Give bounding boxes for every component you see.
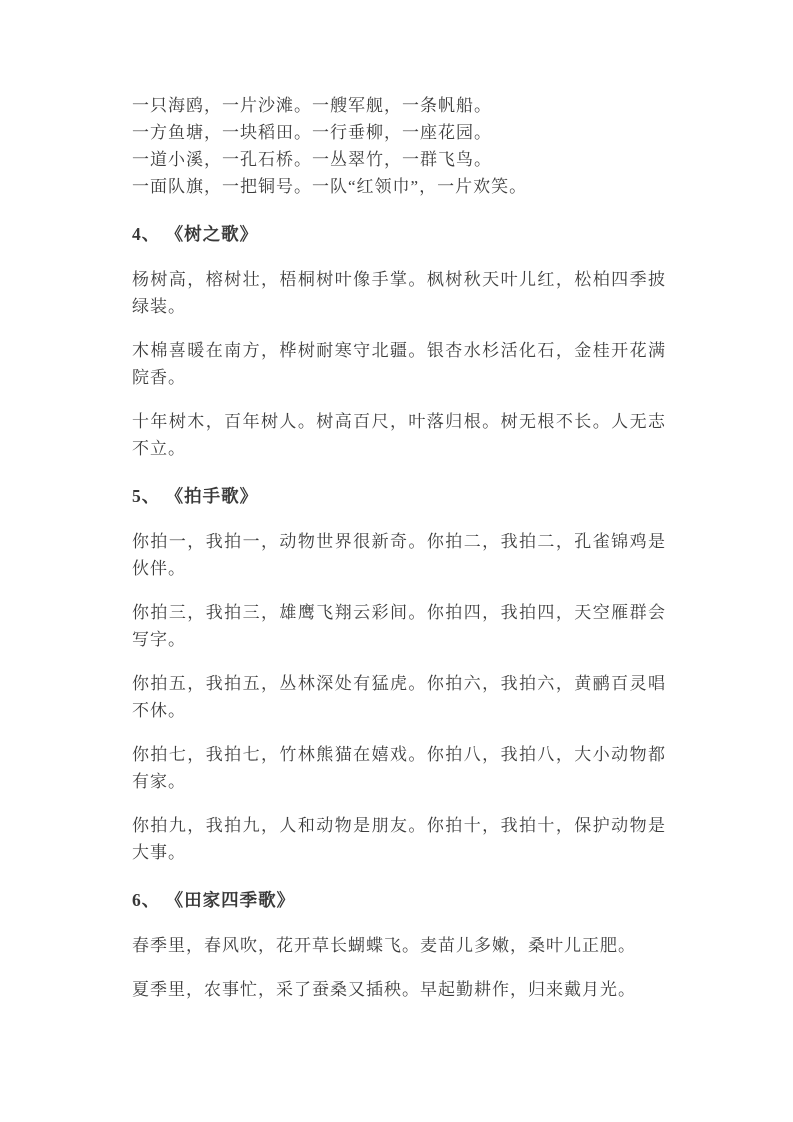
poem-line: 一道小溪，一孔石桥。一丛翠竹，一群飞鸟。 bbox=[132, 150, 492, 169]
paragraph: 你拍五，我拍五，丛林深处有猛虎。你拍六，我拍六，黄鹂百灵唱不休。 bbox=[132, 674, 666, 720]
intro-poem bbox=[132, 92, 666, 200]
poem-line: 一只海鸥，一片沙滩。一艘军舰，一条帆船。 bbox=[132, 96, 492, 115]
paragraph: 木棉喜暖在南方，桦树耐寒守北疆。银杏水杉活化石，金桂开花满院香。 bbox=[132, 341, 666, 387]
section-heading-farm-seasons-song: 6、 《田家四季歌》 bbox=[132, 890, 296, 910]
paragraph: 夏季里，农事忙，采了蚕桑又插秧。早起勤耕作，归来戴月光。 bbox=[132, 980, 636, 999]
section-heading-clapping-song: 5、 《拍手歌》 bbox=[132, 486, 259, 506]
document-content bbox=[132, 92, 666, 1020]
paragraph: 十年树木，百年树人。树高百尺，叶落归根。树无根不长。人无志不立。 bbox=[132, 412, 666, 458]
paragraph: 你拍一，我拍一，动物世界很新奇。你拍二，我拍二，孔雀锦鸡是伙伴。 bbox=[132, 532, 666, 578]
section-heading-tree-song: 4、 《树之歌》 bbox=[132, 224, 259, 244]
paragraph: 杨树高，榕树壮，梧桐树叶像手掌。枫树秋天叶儿红，松柏四季披绿装。 bbox=[132, 270, 666, 316]
poem-line: 一面队旗，一把铜号。一队“红领巾”，一片欢笑。 bbox=[132, 177, 528, 196]
poem-line: 一方鱼塘，一块稻田。一行垂柳，一座花园。 bbox=[132, 123, 492, 142]
paragraph: 你拍七，我拍七，竹林熊猫在嬉戏。你拍八，我拍八，大小动物都有家。 bbox=[132, 745, 666, 791]
paragraph: 你拍九，我拍九，人和动物是朋友。你拍十，我拍十，保护动物是大事。 bbox=[132, 816, 666, 862]
paragraph: 春季里，春风吹，花开草长蝴蝶飞。麦苗儿多嫩，桑叶儿正肥。 bbox=[132, 936, 636, 955]
paragraph: 你拍三，我拍三，雄鹰飞翔云彩间。你拍四，我拍四，天空雁群会写字。 bbox=[132, 603, 666, 649]
